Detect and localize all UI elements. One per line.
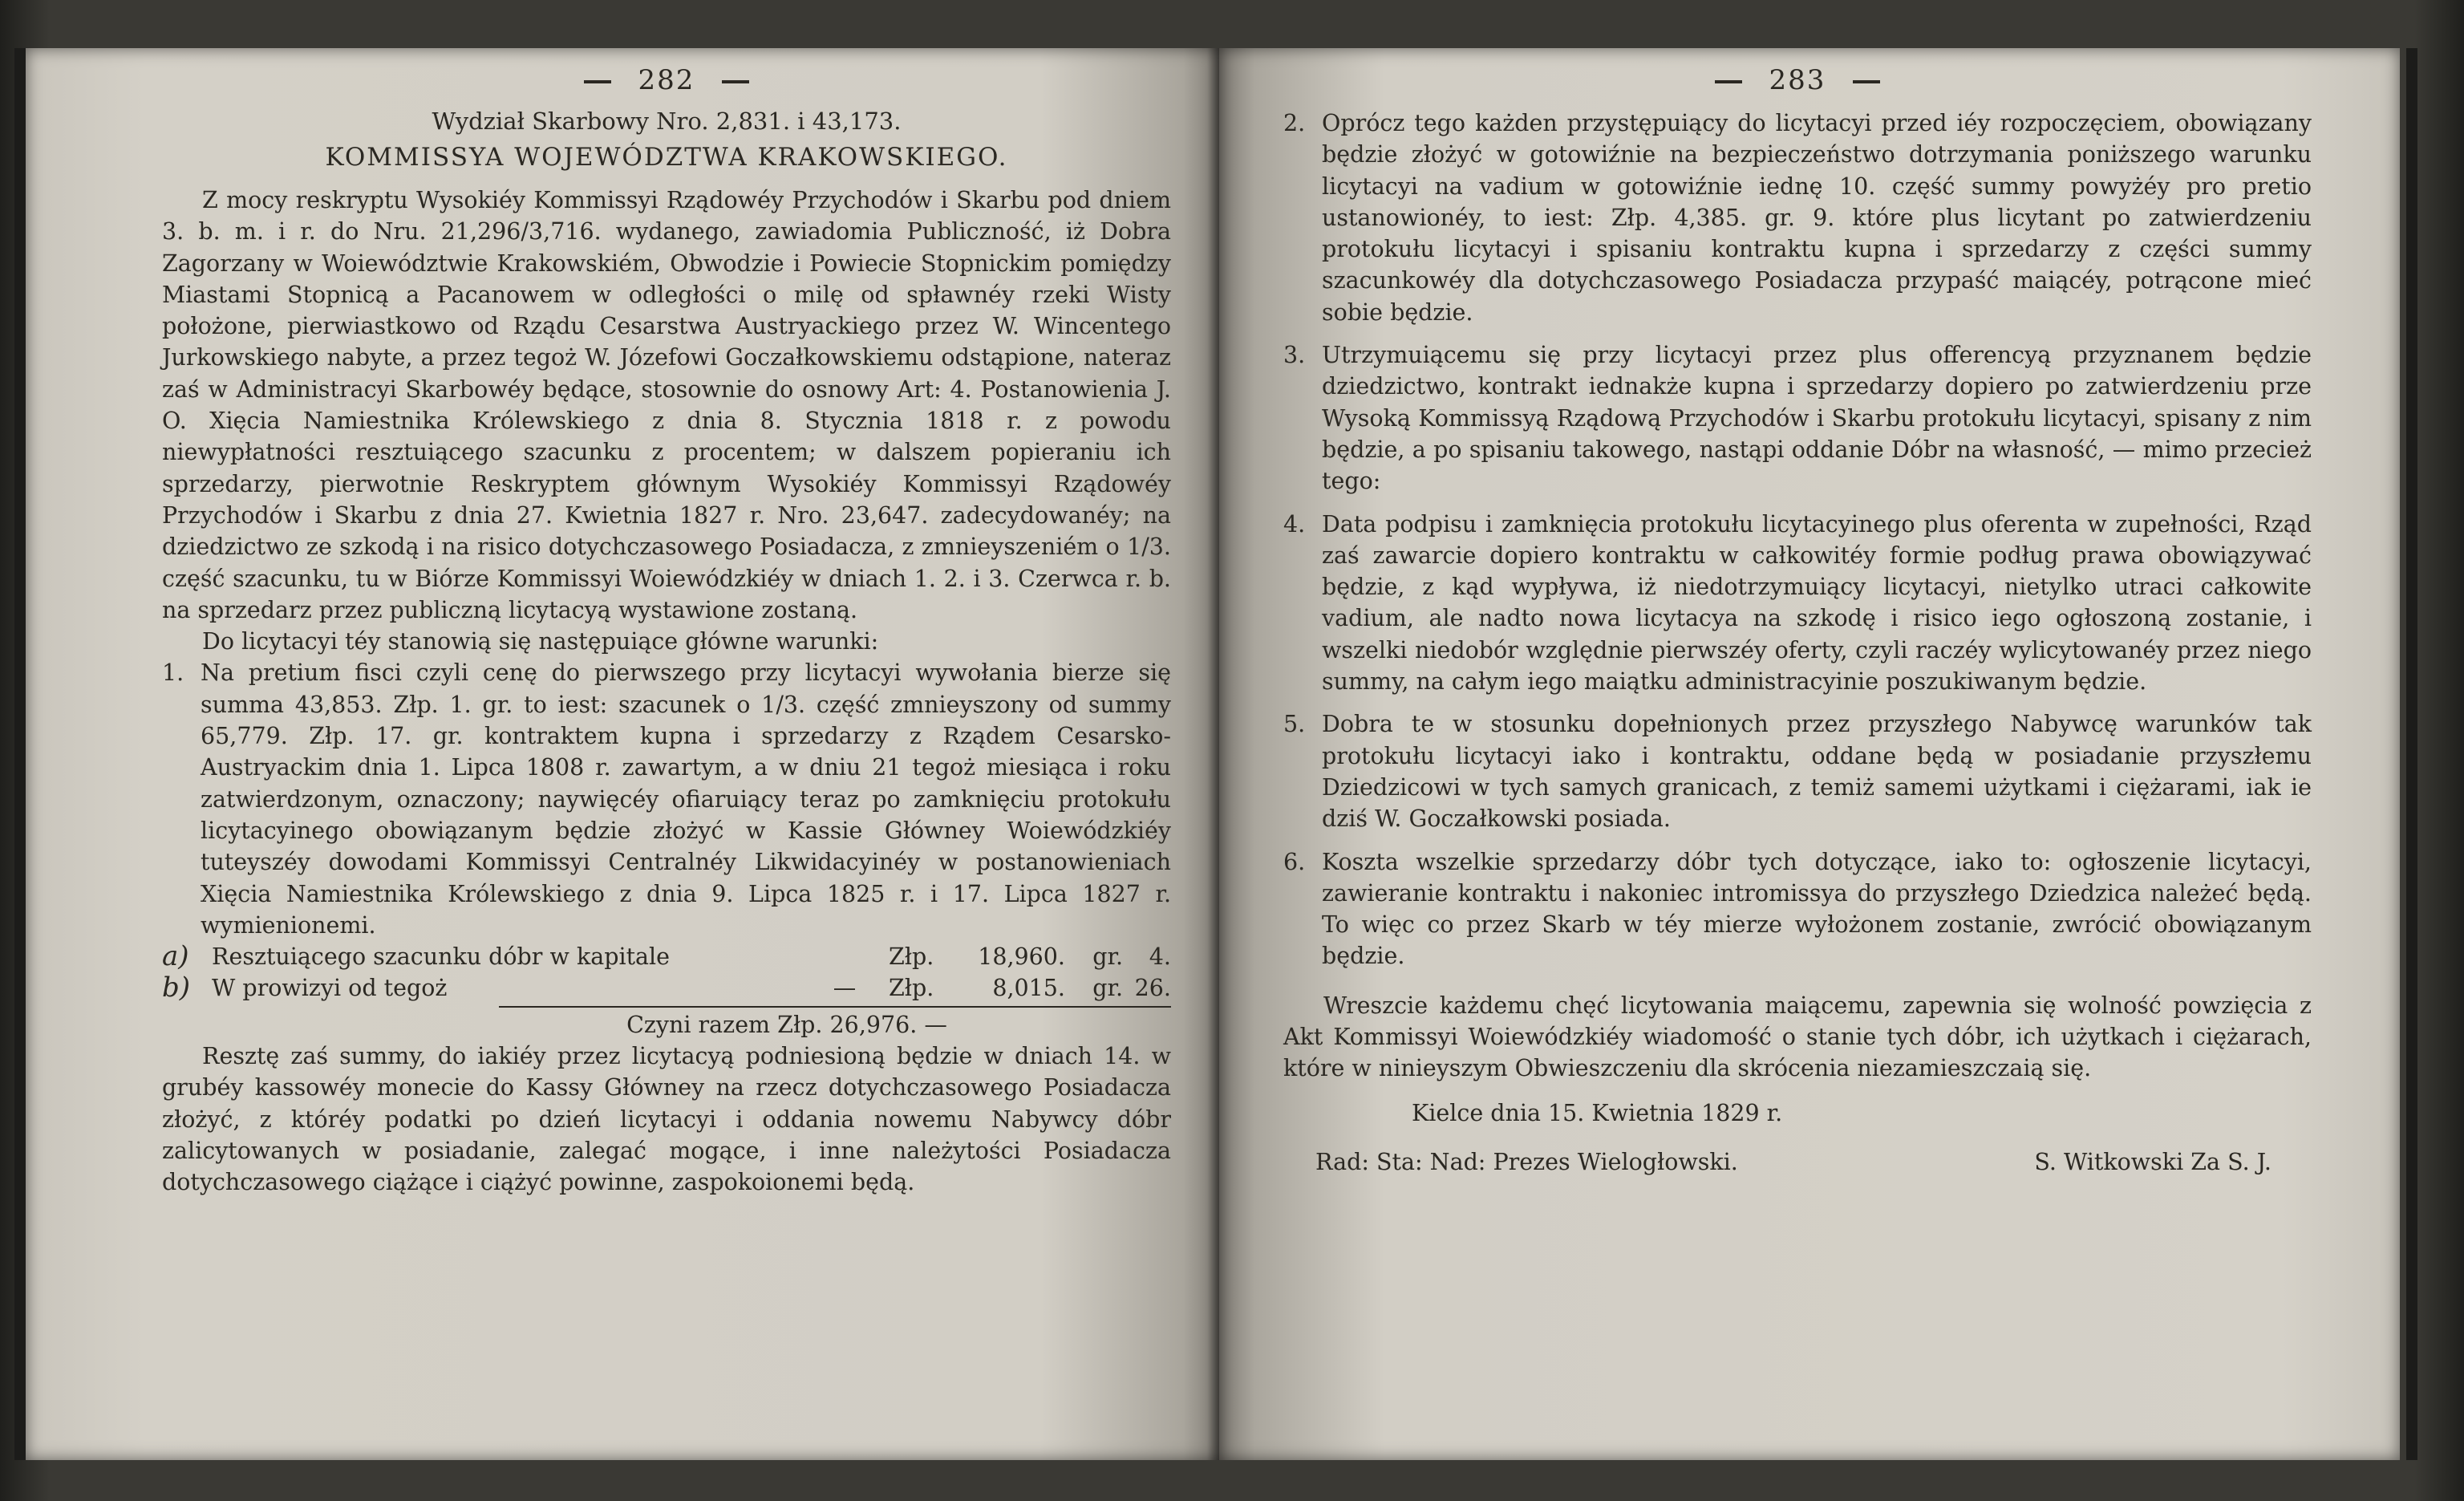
condition-number: 1. (162, 659, 184, 687)
right-page-content (1283, 64, 2312, 1178)
sub-item-gr-value: 4. (1149, 943, 1171, 971)
folio-dash (1853, 80, 1880, 83)
sub-item-b (162, 972, 1171, 1004)
remainder-paragraph: Resztę zaś summy, do iakiéy przez licytacyą podniesioną będzie w dniach 14. w grubéy kassowéy monecie do Kassy Główney na rzecz dotychczasowego Posiadacza złożyć, z któréy podatki po dzień licytacyi i oddania nowemu Nabywcy dóbr zalicytowanych w posiadanie, zalegać mogące, i inne należytości Posiadacza dotychczasowego ciążące i ciążyć powinne, zaspokoionemi będą. (162, 1043, 1171, 1196)
place-and-date: Kielce dnia 15. Kwietnia 1829 r. (1412, 1099, 1783, 1126)
condition-text: Dobra te w stosunku dopełnionych przez przyszłego Nabywcę warunków tak protokułu licytacyi iako i kontraktu, oddane będą w posiadanie przyszłemu Dziedzicowi w tych samych granicach, z temiż samemi użytkami i ciężarami, iak ie dziś W. Goczałkowski posiada. (1322, 711, 2312, 833)
sub-item-gr-value: 26. (1134, 975, 1171, 1002)
right-book-edge (2406, 48, 2417, 1460)
condition-item-3 (1283, 339, 2312, 497)
sum-rule (499, 1006, 1171, 1008)
conditions-list (1283, 108, 2312, 972)
condition-number: 2. (1283, 110, 1306, 136)
condition-number: 3. (1283, 342, 1306, 369)
condition-item-1 (162, 657, 1171, 941)
sub-item-amount: 18,960. (978, 943, 1065, 971)
sub-item-letter: a) (162, 940, 189, 973)
left-book-edge (14, 48, 26, 1460)
sub-item-currency: Złp. (889, 943, 934, 971)
announcement-paragraph: Z mocy reskryptu Wysokiéy Kommissyi Rządowéy Przychodów i Skarbu pod dniem 3. b. m. i r. do Nru. 21,296/3,716. wydanego, zawiadomia Publiczność, iż Dobra Zagorzany w Woiewództwie Krakowskiém, Obwodzie i Powiecie Stopnickim pomiędzy Miastami Stopnicą a Pacanowem w odległości o milę od spławnéy rzeki Wisty położone, pierwiastkowo od Rządu Cesarstwa Austryackiego przez W. Wincentego Jurkowskiego nabyte, a przez tegoż W. Józefowi Goczałkowskiemu odstąpione, nateraz zaś w Administracyi Skarbowéy będące, stosownie do osnowy Art: 4. Postanowienia J. O. Xięcia Namiestnika Królewskiego z dnia 8. Stycznia 1818 r. z powodu niewypłatności resztuiącego szacunku z procentem; w dalszem popieraniu ich sprzedarzy, pierwotnie Reskryptem głównym Wysokiéy Kommissyi Rządowéy Przychodów i Skarbu z dnia 27. Kwietnia 1827 r. Nro. 23,647. zadecydowanéy; na dziedzictwo ze szkodą i na risico dotychczasowego Posiadacza, z zmnieyszeniém o 1/3. część szacunku, tu w Biórze Kommissyi Woiewódzkiéy w dniach 1. 2. i 3. Czerwca r. b. na sprzedarz przez publiczną licytacyą wystawione zostaną. (162, 187, 1171, 623)
condition-item-5 (1283, 708, 2312, 834)
sub-item-currency: Złp. (889, 975, 934, 1002)
sub-item-label: Resztuiącego szacunku dóbr w kapitale (212, 943, 670, 971)
sub-item-gr: gr. (1092, 975, 1123, 1002)
left-page-content (162, 64, 1171, 1199)
sub-item-gr: gr. (1092, 943, 1123, 971)
left-folio-number: 282 (638, 64, 695, 96)
condition-text: Utrzymuiącemu się przy licytacyi przez plus offerencyą przyznanem będzie dziedzictwo, kontrakt iednakże kupna i sprzedarzy dopiero po zatwierdzeniu prze Wysoką Kommissyą Rządową Przychodów i Skarbu protokułu licytacyi, spisany z nim będzie, a po spisaniu takowego, nastąpi oddanie Dóbr na własność, — mimo przecież tego: (1322, 342, 2312, 495)
right-page-folio (1283, 64, 2312, 96)
sub-item-a (162, 941, 1171, 972)
sub-item-dash: — (833, 975, 857, 1002)
condition-text: Oprócz tego każden przystępuiący do licytacyi przed iéy rozpoczęciem, obowiązany będzie złożyć w gotowiźnie na bezpieczeństwo dotrzymania poniższego warunku licytacyi na vadium w gotowiźnie iednę 10. część summy powyżéy pro pretio ustanowionéy, to iest: Złp. 4,385. gr. 9. które plus licytant po zatwierdzeniu protokułu licytacyi i spisaniu kontraktu kupna i sprzedarzy z części summy szacunkowéy dla dotychczasowego Posiadacza przypaść maiącéy, potrącone mieć sobie będzie. (1322, 110, 2312, 326)
left-page-folio (162, 64, 1171, 96)
condition-item-6 (1283, 846, 2312, 972)
condition-number: 5. (1283, 711, 1306, 738)
condition-text: Na pretium fisci czyli cenę do pierwszego przy licytacyi wywołania bierze się summa 43,853. Złp. 1. gr. to iest: szacunek o 1/3. część zmnieyszony od summy 65,779. Złp. 17. gr. kontraktem kupna i sprzedarzy z Rządem Cesarsko-Austryackim dnia 1. Lipca 1808 r. zawartym, a w dniu 21 tegoż miesiąca i roku zatwierdzonym, oznaczony; naywięcéy ofiaruiący teraz po zamknięciu protokułu licytacyinego obowiązanym będzie złożyć w Kassie Główney Woiewódzkiéy tuteyszéy dowodami Kommissyi Centralnéy Likwidacyinéy w postanowieniach Xięcia Namiestnika Królewskiego z dnia 9. Lipca 1825 r. i 17. Lipca 1827 r. wymienionemi. (201, 659, 1171, 939)
signature-left: Rad: Sta: Nad: Prezes Wielogłowski. (1315, 1148, 1738, 1175)
condition-item-2 (1283, 108, 2312, 328)
folio-dash (722, 80, 749, 83)
signature-right: S. Witkowski Za S. J. (2034, 1148, 2272, 1175)
conditions-intro: Do licytacyi téy stanowią się następuiące główne warunki: (202, 628, 879, 655)
condition-item-4 (1283, 509, 2312, 698)
commission-title: KOMMISSYA WOJEWÓDZTWA KRAKOWSKIEGO. (325, 143, 1008, 172)
condition-text: Data podpisu i zamknięcia protokułu licytacyinego plus oferenta w zupełności, Rząd zaś zawarcie dopiero kontraktu w całkowitéy formie podług prawa obowiązywać będzie, z kąd wypływa, iż niedotrzymuiący licytacyi, nietylko utraci całkowite vadium, ale nadto nowa licytacya na szkodę i risico iego ogłoszoną zostanie, i wszelki niedobór względnie pierwszéy oferty, czyli raczéy wylicytowanéy przez niego summy, na całym iego maiątku administracyinie poszukiwanym będzie. (1322, 510, 2312, 696)
sub-item-amount: 8,015. (992, 975, 1065, 1002)
right-page (1219, 48, 2400, 1460)
left-page (26, 48, 1219, 1460)
signature-line (1283, 1146, 2312, 1178)
department-heading: Wydział Skarbowy Nro. 2,831. i 43,173. (432, 108, 902, 135)
sub-item-letter: b) (162, 972, 191, 1004)
sub-item-dash (800, 941, 889, 972)
closing-paragraph: Wreszcie każdemu chęć licytowania maiącemu, zapewnia się wolność powzięcia z Akt Kommissyi Woiewódzkiéy wiadomość o stanie tych dóbr, ich użytkach i ciężarach, które w ninieyszym Obwieszczeniu dla skrócenia niezamieszczaią się. (1283, 992, 2312, 1082)
sub-item-label: W prowizyi od tegoż (212, 975, 448, 1002)
condition-text: Koszta wszelkie sprzedarzy dóbr tych dotyczące, iako to: ogłoszenie licytacyi, zawieranie kontraktu i nakoniec intromissya do przyszłego Dziedzica należeć będą. To więc co przez Skarb w téy mierze wyłożonem zostanie, zwrócić obowiązanym będzie. (1322, 848, 2312, 970)
condition-number: 4. (1283, 510, 1306, 538)
sum-total: Czyni razem Złp. 26,976. — (626, 1011, 947, 1038)
folio-dash (1715, 80, 1742, 83)
condition-number: 6. (1283, 848, 1306, 875)
right-folio-number: 283 (1769, 64, 1826, 96)
folio-dash (584, 80, 611, 83)
